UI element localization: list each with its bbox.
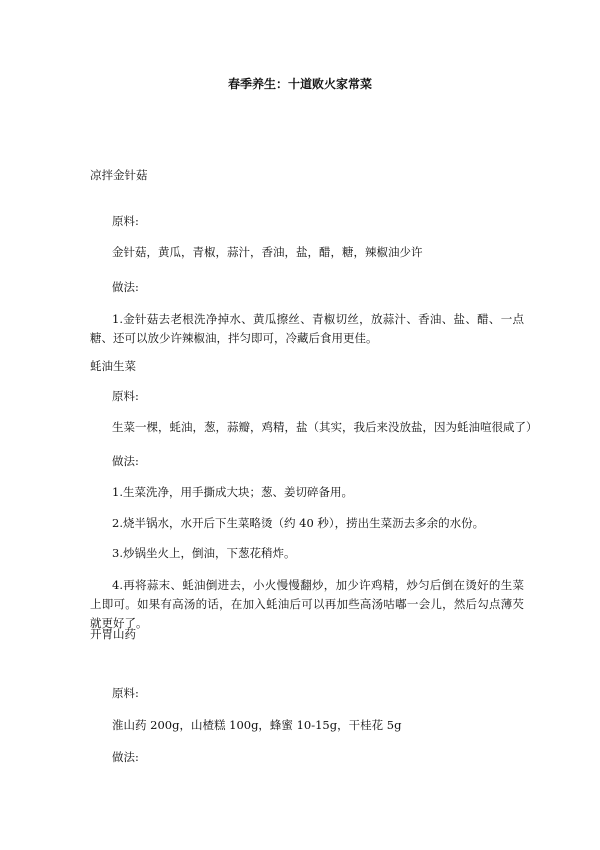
- ingredients-text: 生菜一棵，蚝油，葱，蒜瓣，鸡精，盐（其实，我后来没放盐，因为蚝油喧很咸了）: [112, 420, 538, 434]
- method-step: 3.炒锅坐火上，倒油，下葱花稍炸。: [112, 546, 296, 560]
- method-label: 做法:: [112, 454, 139, 468]
- ingredients-label: 原料:: [112, 389, 139, 403]
- method-step: 1.生菜洗净，用手撕成大块；葱、姜切碎备用。: [112, 485, 353, 499]
- method-step: 4.再将蒜末、蚝油倒进去，小火慢慢翻炒，加少许鸡精，炒匀后倒在烫好的生菜上即可。如果有高汤的话，在加入蚝油后可以再加些高汤咕嘟一会儿，然后勾点薄芡就更好了。: [90, 578, 524, 630]
- ingredients-text: 金针菇，黄瓜，青椒，蒜汁，香油，盐，醋，糖，辣椒油少许: [112, 245, 423, 259]
- recipe-title: 蚝油生菜: [90, 359, 136, 373]
- ingredients-text: 淮山药 200g，山楂糕 100g，蜂蜜 10-15g，干桂花 5g: [112, 718, 402, 732]
- recipe-title: 凉拌金针菇: [90, 168, 148, 182]
- method-label: 做法:: [112, 750, 139, 764]
- ingredients-label: 原料:: [112, 214, 139, 228]
- method-step: 1.金针菇去老根洗净掉水、黄瓜擦丝、青椒切丝，放蒜汁、香油、盐、醋、一点糖、还可以放少许辣椒油，拌匀即可，冷藏后食用更佳。: [90, 312, 524, 345]
- document-title: 春季养生：十道败火家常菜: [227, 77, 372, 91]
- method-label: 做法:: [112, 280, 139, 294]
- recipe-title: 开胃山药: [90, 627, 136, 641]
- method-step: 2.烧半锅水，水开后下生菜略烫（约 40 秒），捞出生菜沥去多余的水份。: [112, 516, 485, 530]
- ingredients-label: 原料:: [112, 686, 139, 700]
